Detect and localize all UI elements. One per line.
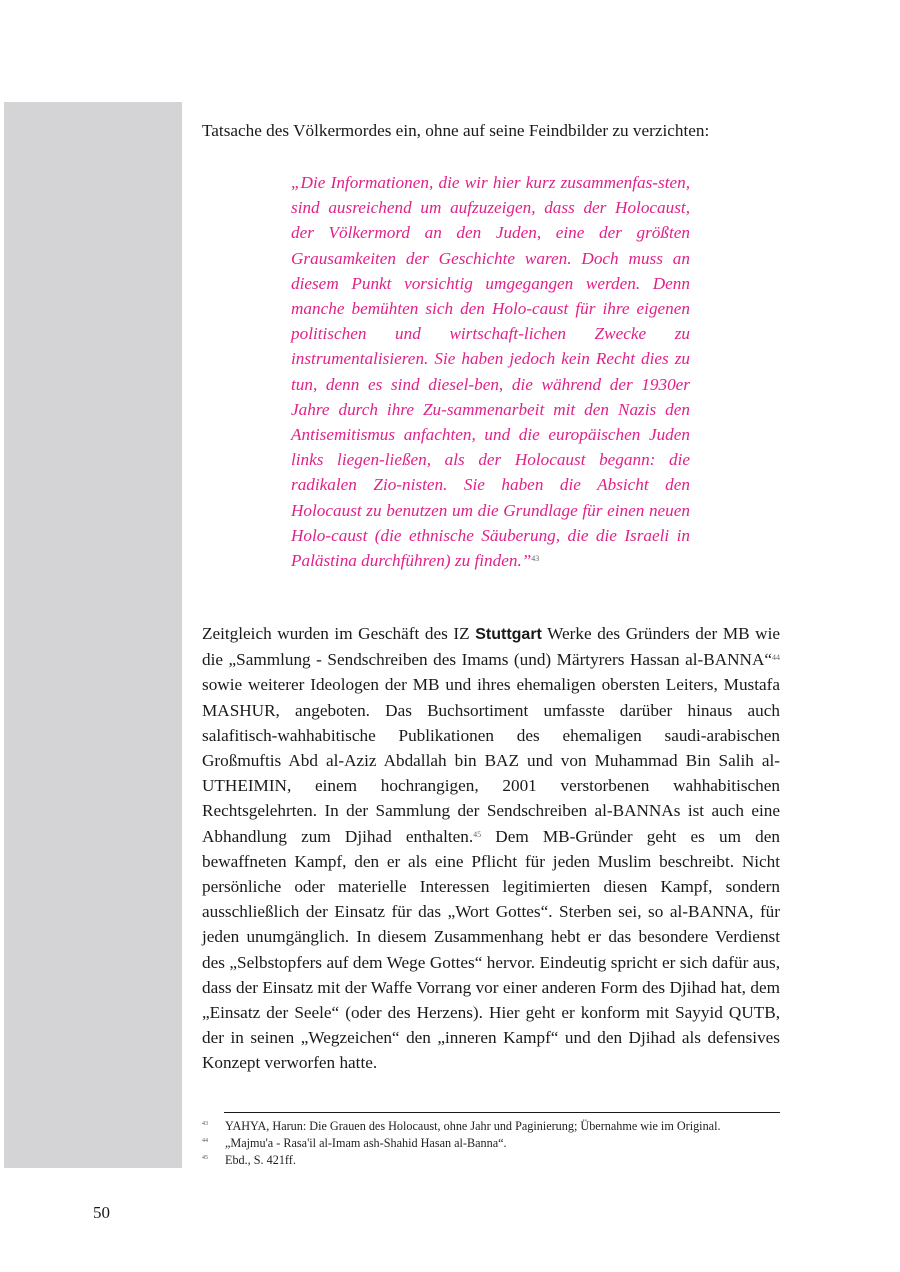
block-quote: [291, 170, 690, 573]
footnote-number: 45: [202, 1155, 208, 1161]
footnote-44: [202, 1135, 780, 1152]
footnote-text: Ebd., S. 421ff.: [225, 1153, 296, 1167]
footnote-number: 43: [202, 1121, 208, 1127]
footnote-text: „Majmu'a - Rasa'il al-Imam ash-Shahid Hasan al-Banna“.: [225, 1136, 507, 1150]
body-text-3: sowie weiterer Ideologen der MB und ihres ehemaligen obersten Leiters, Mustafa MASHUR, angeboten. Das Buchsortiment umfasste darüber hinaus auch salafitisch-wahhabitische Publikationen des ehemaligen saudi-arabischen Großmuftis Abd al-Aziz Abdallah bin BAZ und von Muhammad Bin Salih al-UTHEIMIN, einem hochrangigen, 2001 verstorbenen wahhabitischen Rechtsgelehrten. In der Sammlung der Sendschreiben al-BANNAs ist auch eine Abhandlung zum Djihad enthalten.: [202, 675, 780, 846]
body-paragraph: [202, 621, 780, 1076]
intro-paragraph: Tatsache des Völkermordes ein, ohne auf seine Feindbilder zu verzichten:: [202, 121, 710, 140]
emphasis-stuttgart: Stuttgart: [475, 626, 542, 643]
footnote-number: 44: [202, 1138, 208, 1144]
footnote-ref-43[interactable]: 43: [531, 554, 540, 564]
footnote-ref-44[interactable]: 44: [772, 653, 780, 663]
footnote-ref-45[interactable]: 45: [473, 829, 482, 839]
footnote-45: [202, 1152, 780, 1169]
body-text-4: Dem MB-Gründer geht es um den bewaffneten Kampf, den er als eine Pflicht für jeden Muslim beschreibt. Nicht persönliche oder materielle Interessen legitimierten diesen Kampf, sondern ausschließlich der Einsatz für das „Wort Gottes“. Sterben sei, so al-BANNA, für jeden unumgänglich. In diesem Zusammenhang hebt er das besondere Verdienst des „Selbstopfers auf dem Wege Gottes“ hervor. Eindeutig spricht er sich dafür aus, dass der Einsatz mit der Waffe Vorrang vor einer anderen Form des Djihad hat, dem „Einsatz der Seele“ (oder des Herzens). Hier geht er konform mit Sayyid QUTB, der in seinen „Wegzeichen“ den „inneren Kampf“ und den Djihad als defensives Konzept verworfen hatte.: [202, 826, 780, 1073]
page-number: 50: [93, 1203, 110, 1222]
footnote-divider: [224, 1112, 780, 1113]
footnote-43: [202, 1118, 780, 1135]
footnote-text: YAHYA, Harun: Die Grauen des Holocaust, ohne Jahr und Paginierung; Übernahme wie im Original.: [225, 1119, 721, 1133]
quote-text: „Die Informationen, die wir hier kurz zusammenfas-sten, sind ausreichend um aufzuzeigen, dass der Holocaust, der Völkermord an den Juden, eine der größten Grausamkeiten der Geschichte waren. Doch muss an diesem Punkt vorsichtig umgegangen werden. Denn manche bemühten sich den Holo-caust für ihre eigenen politischen und wirtschaft-lichen Zwecke zu instrumentalisieren. Sie haben jedoch kein Recht dies zu tun, denn es sind diesel-ben, die während der 1930er Jahre durch ihre Zu-sammenarbeit mit den Nazis den Antisemitismus anfachten, und die europäischen Juden links liegen-ließen, als der Holocaust begann: die radikalen Zio-nisten. Sie haben die Absicht den Holocaust zu benutzen um die Grundlage für einen neuen Holo-caust (die ethnische Säuberung, die die Israeli in Palästina durchführen) zu finden.”: [291, 173, 690, 571]
margin-band: [4, 102, 182, 1168]
body-text-1: Zeitgleich wurden im Geschäft des IZ: [202, 624, 476, 643]
body-text-2: Werke des Gründers der MB wie die „Sammlung - Sendschreiben des Imams (und) Märtyrers Hassan al-BANNA“: [202, 624, 780, 670]
footnotes: [202, 1118, 780, 1169]
